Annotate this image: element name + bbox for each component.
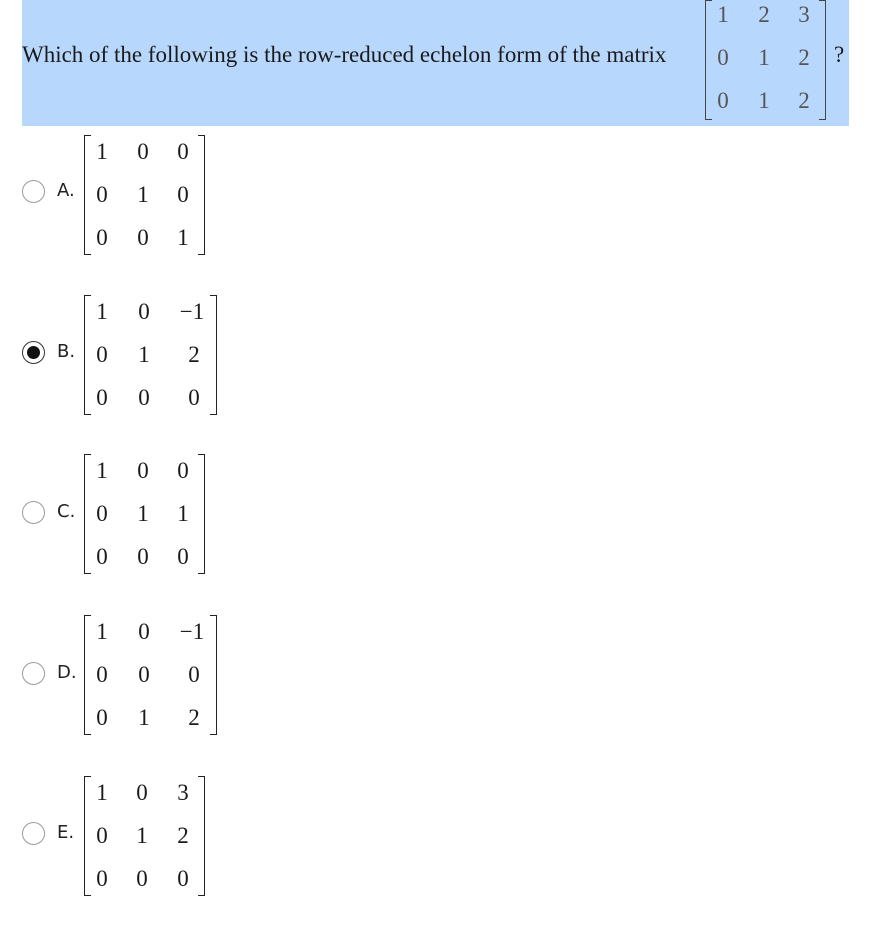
matrix-cell: 0 <box>137 458 149 483</box>
question-matrix <box>705 0 826 120</box>
matrix-cell: 1 <box>96 139 108 164</box>
option-e-label: E. <box>57 822 75 843</box>
matrix-cell: 2 <box>798 45 810 70</box>
matrix-cell: 0 <box>177 139 189 164</box>
matrix-cell: −1 <box>179 299 205 324</box>
matrix-cell: 1 <box>717 2 729 27</box>
option-e-radio[interactable] <box>22 822 45 845</box>
matrix-cell: 1 <box>138 342 150 367</box>
matrix-cell: 0 <box>138 299 150 324</box>
option-c-label: C. <box>57 501 76 522</box>
option-a-matrix <box>84 135 205 255</box>
matrix-cell: 0 <box>136 866 148 891</box>
matrix-cell: 1 <box>138 705 150 730</box>
matrix-cell: 0 <box>96 866 108 891</box>
matrix-cell: 3 <box>177 780 189 805</box>
matrix-cell: 0 <box>96 225 108 250</box>
matrix-cell: 0 <box>137 225 149 250</box>
option-e[interactable] <box>0 773 894 901</box>
matrix-cell: 2 <box>177 823 189 848</box>
matrix-cell: −1 <box>179 619 205 644</box>
matrix-cell: 0 <box>717 88 729 113</box>
option-d-label: D. <box>57 662 77 683</box>
matrix-cell: 0 <box>96 182 108 207</box>
option-c-matrix <box>84 454 205 574</box>
matrix-cell: 0 <box>96 705 108 730</box>
matrix-cell: 1 <box>137 182 149 207</box>
option-a-label: A. <box>57 180 75 201</box>
matrix-cell: 0 <box>136 780 148 805</box>
matrix-cell: 1 <box>177 225 189 250</box>
matrix-cell: 0 <box>137 544 149 569</box>
matrix-cell: 0 <box>177 866 189 891</box>
matrix-cell: 0 <box>96 501 108 526</box>
matrix-cell: 0 <box>177 182 189 207</box>
matrix-cell: 1 <box>136 823 148 848</box>
matrix-cell: 0 <box>96 823 108 848</box>
option-c[interactable] <box>0 451 894 579</box>
option-a[interactable] <box>0 132 894 260</box>
option-b-label: B. <box>57 341 76 362</box>
matrix-cell: 1 <box>96 619 108 644</box>
matrix-cell: 0 <box>138 619 150 644</box>
matrix-cell: 1 <box>96 299 108 324</box>
option-b[interactable] <box>0 292 894 420</box>
option-b-radio[interactable] <box>22 341 45 364</box>
matrix-cell: 0 <box>96 342 108 367</box>
matrix-cell: 2 <box>758 2 770 27</box>
matrix-cell: 1 <box>137 501 149 526</box>
matrix-cell: 0 <box>188 385 200 410</box>
option-a-radio[interactable] <box>22 180 45 203</box>
option-d-matrix <box>84 615 217 735</box>
question-mark: ? <box>834 42 845 67</box>
matrix-cell: 1 <box>177 501 189 526</box>
matrix-cell: 0 <box>96 544 108 569</box>
matrix-cell: 0 <box>96 385 108 410</box>
matrix-cell: 1 <box>758 45 770 70</box>
matrix-cell: 2 <box>188 342 200 367</box>
matrix-cell: 1 <box>758 88 770 113</box>
question-banner <box>22 0 849 126</box>
matrix-cell: 0 <box>177 544 189 569</box>
matrix-cell: 0 <box>717 45 729 70</box>
option-c-radio[interactable] <box>22 501 45 524</box>
matrix-cell: 0 <box>188 662 200 687</box>
option-d-radio[interactable] <box>22 662 45 685</box>
matrix-cell: 3 <box>798 2 810 27</box>
option-e-matrix <box>84 776 205 896</box>
matrix-cell: 2 <box>798 88 810 113</box>
matrix-cell: 0 <box>96 662 108 687</box>
matrix-cell: 1 <box>96 780 108 805</box>
question-text: Which of the following is the row-reduced echelon form of the matrix <box>22 42 667 67</box>
matrix-cell: 0 <box>138 662 150 687</box>
matrix-cell: 0 <box>137 139 149 164</box>
matrix-cell: 2 <box>188 705 200 730</box>
matrix-cell: 0 <box>138 385 150 410</box>
option-d[interactable] <box>0 612 894 740</box>
matrix-cell: 0 <box>177 458 189 483</box>
matrix-cell: 1 <box>96 458 108 483</box>
option-b-matrix <box>84 295 217 415</box>
